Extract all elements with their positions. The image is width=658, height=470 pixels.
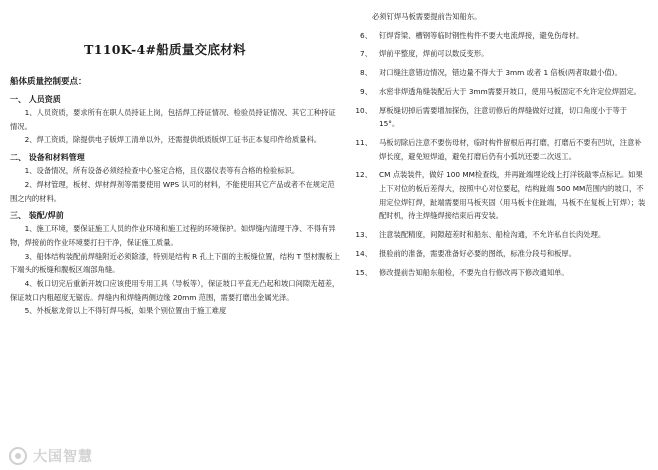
item-number: 13、 <box>355 230 372 240</box>
paragraph: 2、焊材管理，板材、焊材焊剂等需要使用 WPS 认可的材料，不能使用其它产品或者不在规定范围之内的材料。 <box>10 179 335 203</box>
section-heading-equipment: 二、 设备和材料管理 <box>10 153 85 163</box>
item-text: 对口缝注意错边情况，错边量不得大于 3mm 或者 1 倍板(两者取最小值)。 <box>379 68 622 78</box>
item-number: 10、 <box>355 105 372 115</box>
list-item <box>348 85 648 99</box>
item-number: 14、 <box>355 248 372 258</box>
paragraph: 2、焊工资质，除提供电子版焊工清单以外，还需提供纸质版焊工证书正本复印件给质量科。 <box>24 135 322 145</box>
list-item <box>348 136 648 163</box>
list-item <box>348 247 648 261</box>
item-text: 注意装配精度，间隙超差时和船东、船检沟通，不允许私自长肉处理。 <box>379 230 606 240</box>
list-item <box>348 29 648 43</box>
right-column <box>348 10 648 284</box>
list-item <box>348 47 648 61</box>
item-number: 9、 <box>360 86 372 96</box>
item-number: 6、 <box>360 30 372 40</box>
list-item <box>348 266 648 280</box>
item-number: 15、 <box>355 267 372 277</box>
item-number: 12、 <box>355 170 372 180</box>
item-text: CM 点装装件，做好 100 MM检查线，并再趾端埋论线上打洋铳敲零点标记。如果上下对位的板后差得大，按照中心对位要起，结构趾端 500 MM范围内的坡口，不用定位焊钉焊，趾端需要用马板夹固（用马板卡住趾端，马板不在复板上钉焊）；装配时机，待主焊缝焊接结束后再安装。 <box>379 170 646 221</box>
continued-text: 必须钉焊马板需要提前告知船东。 <box>372 12 482 21</box>
item-text: 水密非焊透角缝装配后大于 3mm需要开坡口，使用马板固定不允许定位焊固定。 <box>379 86 641 96</box>
item-number: 8、 <box>360 68 372 78</box>
paragraph: 1、施工环境，要保证施工人员的作业环境和施工过程的环境保护。如焊缝内清理干净、不得有异物，焊接前的作业环境要打扫干净，保证施工质量。 <box>10 224 336 247</box>
item-number: 7、 <box>360 49 372 59</box>
item-number: 11、 <box>355 137 372 147</box>
list-item <box>348 168 648 223</box>
paragraph: 3、船体结构装配前焊缝附近必须除漆，特别是结构 R 孔上下面的主板缝位置，结构 T 型材腹板上下端头的板缝和腹板区端部角缝。 <box>10 251 340 275</box>
watermark-text: 大国智慧 <box>33 449 93 465</box>
section-heading-assembly: 三、 装配/焊前 <box>10 211 64 221</box>
logo-icon <box>8 446 28 466</box>
list-item <box>348 104 648 131</box>
section-heading-personnel: 一、 人员资质 <box>10 95 61 104</box>
paragraph: 1、设备情况，所有设备必须经检查中心鉴定合格，且仪器仪表等有合格的检验标识。 <box>24 166 300 176</box>
left-column <box>10 44 340 318</box>
item-text: 报验前的准备，需要准备好必要的图纸，标准分段号和板厚。 <box>379 248 577 258</box>
item-text: 钉焊背梁、槽钢等临时钢性构件不要大电流焊接，避免伤母材。 <box>379 30 584 40</box>
item-text: 厚板缝切掉后需要增加探伤，注意切修后的焊缝做好过渡，切口角度小于等于 15°。 <box>379 105 628 129</box>
paragraph: 4、板口切完后重新开坡口应该使用专用工具（导板等），保证坡口平直无凸起和坡口间隙无超差，保证坡口内粗超度无锯齿。焊缝内和焊缝两侧边缘 20mm 范围，需要打磨出金属光泽。 <box>10 279 340 302</box>
list-item <box>348 66 648 80</box>
document-title: T110K-4#船质量交底材料 <box>84 42 246 57</box>
item-text: 焊前平整度，焊前可以数反变形。 <box>379 49 489 59</box>
item-text: 马板切除后注意不要伤母材，临时构件留根后再打磨，打磨后不要有凹坑，注意补焊长度，避免短焊道，避免打磨后仍有小弧坑还要二次返工。 <box>379 137 642 161</box>
paragraph: 5、外板舷龙骨以上不得钉焊马板，如果个别位置由于施工难度 <box>24 306 227 316</box>
paragraph: 1、人员资质，要求所有在职人员持证上岗，包括焊工持证情况、检验员持证情况、其它工种持证情况。 <box>10 108 336 131</box>
subheading: 船体质量控制要点： <box>10 77 87 87</box>
watermark <box>8 446 93 466</box>
item-text: 修改提前告知船东船检，不要先自行修改再下修改通知单。 <box>379 267 569 277</box>
list-item <box>348 228 648 242</box>
